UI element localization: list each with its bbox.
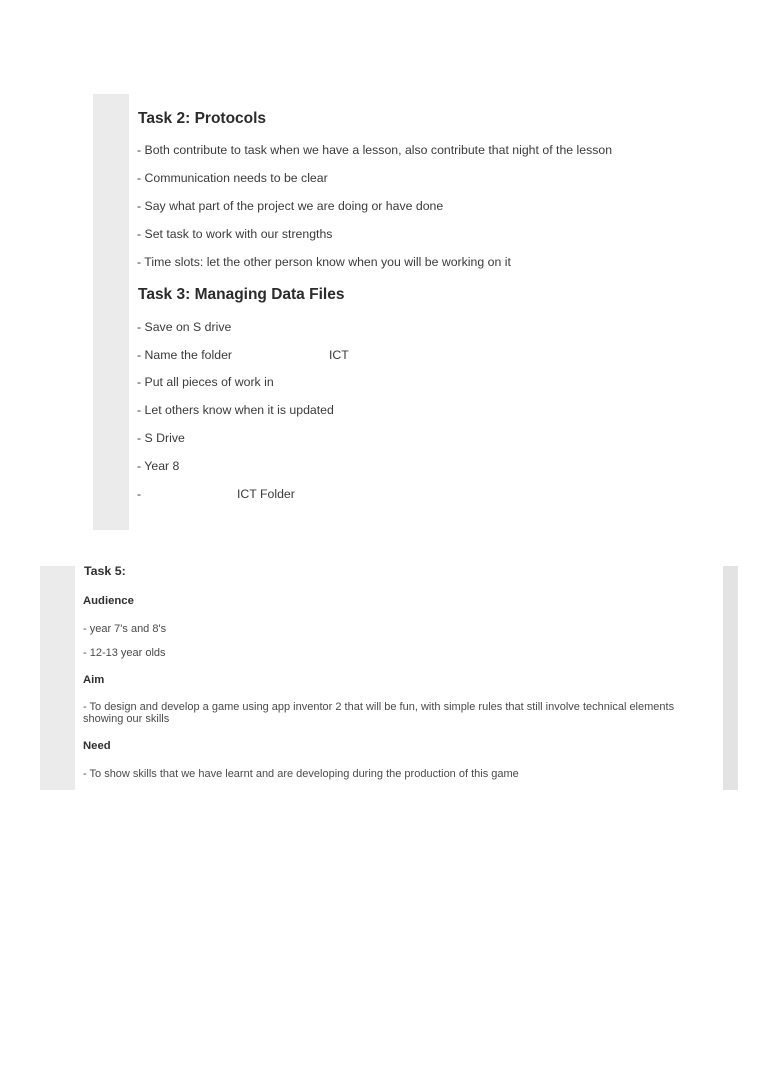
task3-item-6: - Year 8 xyxy=(137,459,180,473)
audience-item-2: - 12-13 year olds xyxy=(83,647,166,659)
task3-item-5: - S Drive xyxy=(137,431,185,445)
task5-heading: Task 5: xyxy=(84,564,126,578)
task3-item-3: - Put all pieces of work in xyxy=(137,375,274,389)
task3-heading: Task 3: Managing Data Files xyxy=(138,286,345,303)
audience-item-1: - year 7's and 8's xyxy=(83,623,167,635)
task2-item-5: - Time slots: let the other person know when you will be working on it xyxy=(137,255,511,269)
aim-text: - To design and develop a game using app inventor 2 that will be fun, with simple rules that still involve technical elements showing our skills xyxy=(83,701,675,725)
aim-label: Aim xyxy=(83,674,105,686)
task2-item-1: - Both contribute to task when we have a lesson, also contribute that night of the lesson xyxy=(137,143,613,157)
task2-item-4: - Set task to work with our strengths xyxy=(137,227,333,241)
task3-item-2-folder-name: ICT xyxy=(329,348,349,362)
audience-label: Audience xyxy=(83,595,134,607)
margin-bar-task5-right xyxy=(723,566,738,790)
task3-item-7-dash: - xyxy=(137,487,142,501)
task3-item-4: - Let others know when it is updated xyxy=(137,403,334,417)
task2-heading: Task 2: Protocols xyxy=(138,110,267,127)
need-text: - To show skills that we have learnt and are developing during the production of this game xyxy=(83,768,519,780)
margin-bar-task5-left xyxy=(40,566,75,790)
task3-item-7-folder: ICT Folder xyxy=(237,487,295,501)
task3-item-1: - Save on S drive xyxy=(137,320,232,334)
task2-item-2: - Communication needs to be clear xyxy=(137,171,328,185)
margin-bar-task2-3 xyxy=(93,94,129,530)
task2-item-3: - Say what part of the project we are doing or have done xyxy=(137,199,444,213)
task3-item-2: - Name the folder xyxy=(137,348,233,362)
need-label: Need xyxy=(83,740,111,752)
